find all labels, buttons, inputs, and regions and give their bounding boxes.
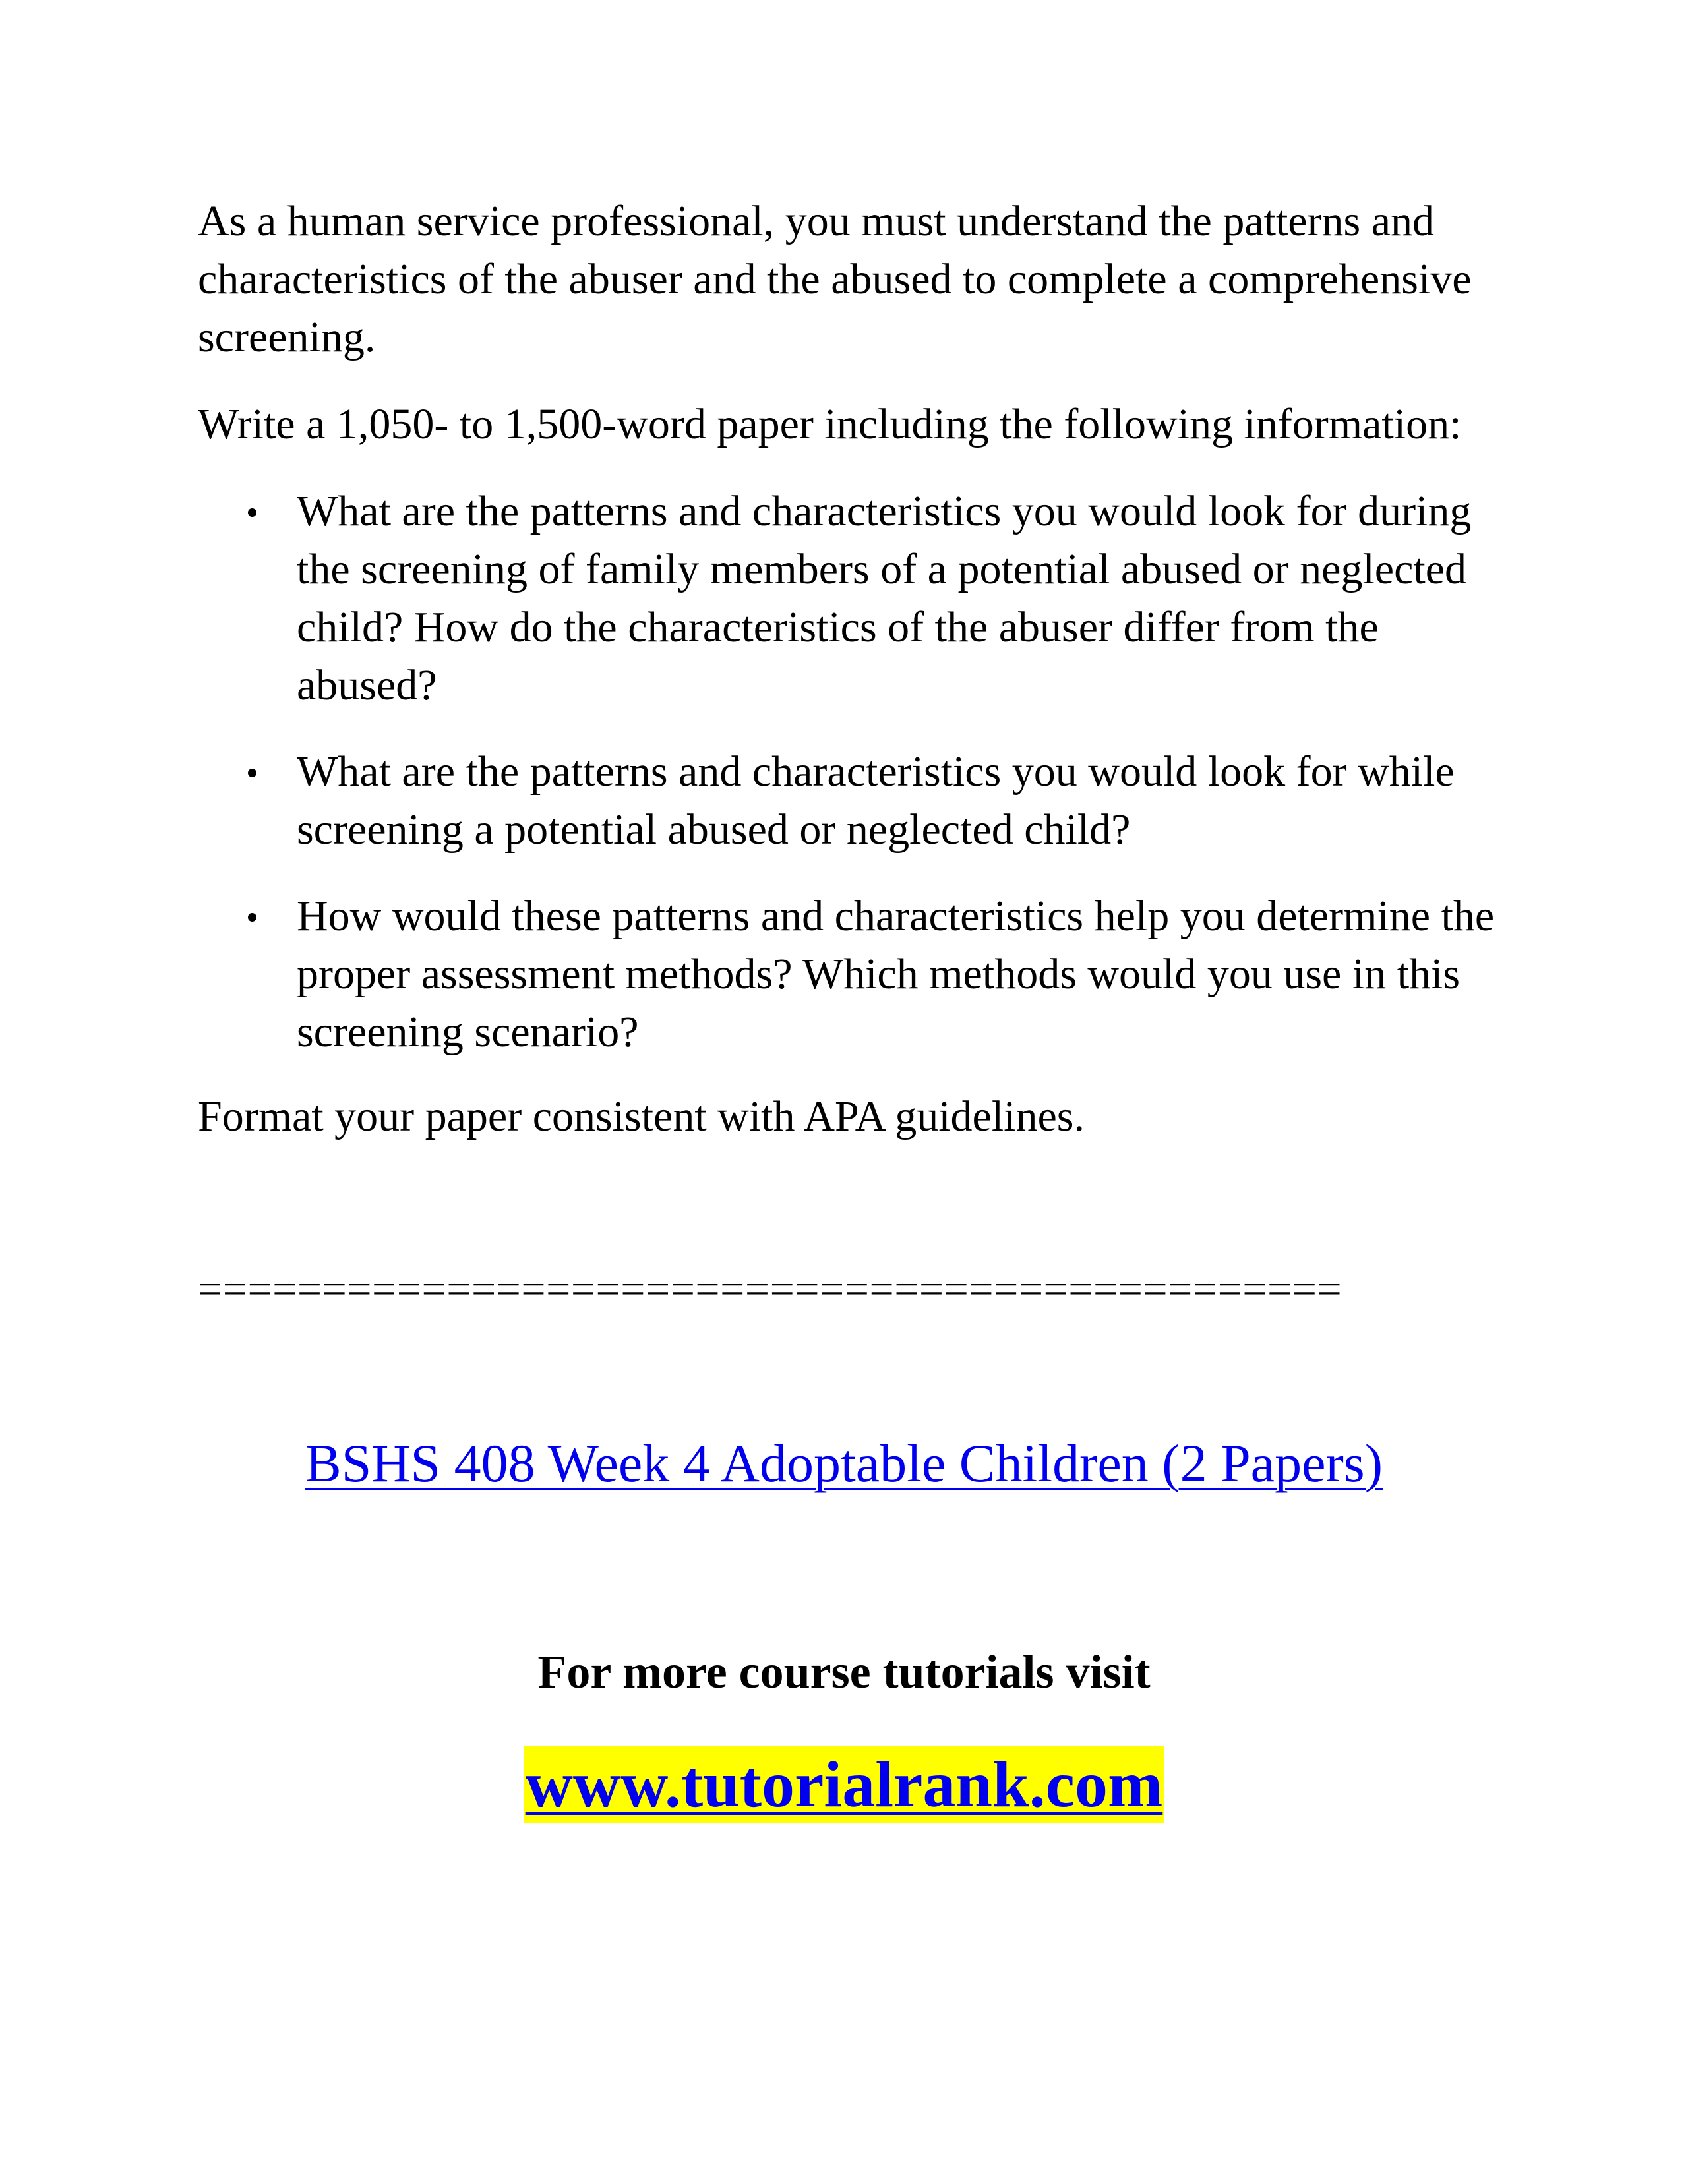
list-item-text: What are the patterns and characteristics you would look for while screening a potential abused or neglected child? [297,748,1455,854]
list-item [198,743,1503,859]
list-item [198,483,1503,715]
site-link[interactable]: www.tutorialrank.com [524,1746,1164,1823]
list-item [198,887,1503,1061]
bullet-icon [248,508,256,517]
course-link[interactable]: BSHS 408 Week 4 Adoptable Children (2 Papers) [305,1433,1383,1493]
site-link-row [0,1746,1688,1823]
bullet-icon [248,913,256,922]
separator-line: ============================================== [198,1265,1342,1313]
instruction-paragraph: Write a 1,050- to 1,500-word paper including the following information: [198,400,1462,448]
course-link-row [0,1431,1688,1496]
format-note: Format your paper consistent with APA guidelines. [198,1092,1085,1140]
list-item-text: How would these patterns and characteristics help you determine the proper assessment methods? Which methods would you use in this screening scenario? [297,892,1495,1056]
bullet-icon [248,769,256,777]
list-item-text: What are the patterns and characteristics you would look for during the screening of family members of a potential abused or neglected child? How do the characteristics of the abuser differ from the abused? [297,487,1472,709]
more-tutorials-heading: For more course tutorials visit [537,1645,1151,1698]
requirements-list [198,483,1503,1090]
intro-paragraph: As a human service professional, you must understand the patterns and characteristics of the abuser and the abused to complete a comprehensive screening. [198,197,1472,361]
